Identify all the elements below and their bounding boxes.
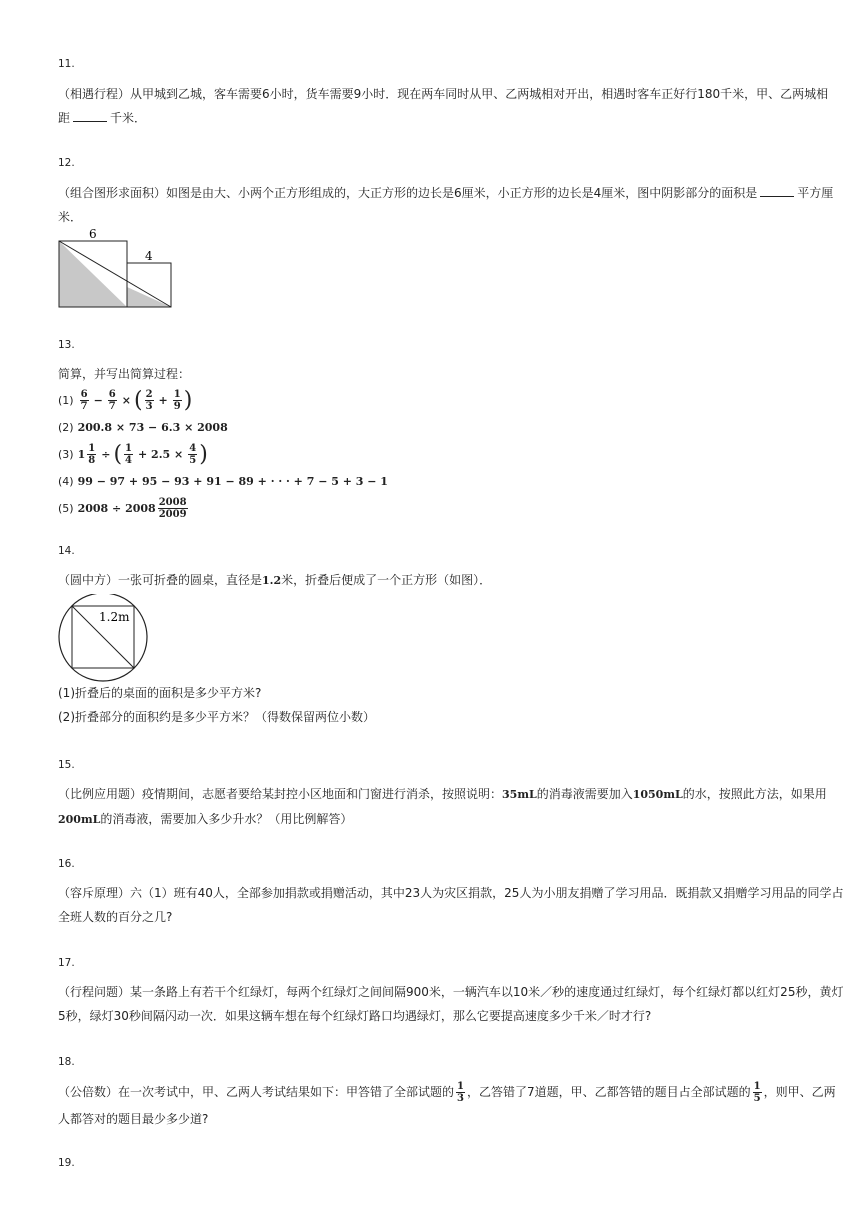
question-14 [58, 568, 818, 593]
item-label: (5) [58, 501, 74, 515]
question-18-line1 [58, 1077, 836, 1107]
squares-figure [55, 225, 180, 310]
operator: + [158, 393, 168, 407]
numerator: 2 [145, 388, 153, 400]
numerator: 1 [125, 442, 132, 454]
circle-square-figure [55, 594, 155, 684]
fraction [80, 389, 89, 412]
left-paren: ( [133, 387, 143, 413]
numerator: 1 [173, 388, 181, 400]
volume-value: 1050mL [632, 788, 683, 801]
item-label: (4) [58, 474, 74, 488]
calc-item-5 [58, 494, 818, 522]
question-18-line2: 人都答对的题目最少多少道? [58, 1112, 209, 1126]
question-15-line1 [58, 782, 827, 807]
shaded-triangle-small [127, 287, 171, 307]
question-12-text: （组合图形求面积）如图是由大、小两个正方形组成的，大正方形的边长是6厘米，小正方形的边长是4厘米，图中阴影部分的面积是 [58, 186, 758, 200]
question-number-12: 12. [58, 157, 75, 169]
numerator: 1 [753, 1081, 761, 1092]
question-12-line1 [58, 181, 834, 205]
operator: ÷ [101, 447, 111, 461]
fraction [87, 443, 96, 466]
calc-item-3 [58, 440, 818, 468]
big-side-label: 6 [89, 227, 97, 241]
fraction [145, 389, 154, 412]
question-14-text: （圆中方）一张可折叠的圆桌，直径是 [58, 573, 263, 587]
numerator: 1 [457, 1081, 464, 1092]
expression: 2008 ÷ 2008 [77, 501, 156, 515]
left-paren: ( [113, 441, 123, 467]
fraction [456, 1081, 465, 1104]
question-11 [58, 82, 829, 130]
question-11-line2 [58, 106, 818, 130]
denominator: 9 [173, 400, 181, 412]
question-15-text-end: 的水，按照此方法，如果用 [682, 787, 827, 801]
denominator: 7 [80, 400, 88, 412]
question-number-15: 15. [58, 759, 75, 771]
question-15-text-mid: 的消毒液需要加入 [536, 787, 633, 801]
question-11-unit: 千米． [110, 111, 147, 125]
fraction [188, 443, 197, 466]
question-14-sub2: (2)折叠部分的面积约是多少平方米？（得数保留两位小数） [58, 710, 376, 724]
denominator: 3 [457, 1093, 464, 1104]
question-18-text-end: ，则甲、乙两 [763, 1085, 836, 1099]
volume-value: 35mL [502, 788, 537, 801]
question-number-18: 18. [58, 1056, 75, 1068]
fraction [753, 1081, 762, 1104]
volume-value: 200mL [58, 813, 101, 826]
question-11-text: 距 [58, 111, 71, 125]
question-16-line2: 全班人数的百分之几? [58, 910, 173, 924]
question-14-subs [58, 681, 818, 729]
denominator: 7 [108, 400, 116, 412]
item-label: (2) [58, 420, 74, 434]
question-15-text-line2: 的消毒液，需要加入多少升水？（用比例解答） [100, 812, 353, 826]
diameter-value: 1.2 [262, 574, 282, 587]
denominator: 4 [125, 454, 132, 466]
question-15 [58, 782, 827, 832]
whole-number: 1 [77, 447, 86, 461]
diameter-label: 1.2m [99, 610, 130, 624]
item-label: (3) [58, 447, 74, 461]
question-15-text: （比例应用题）疫情期间，志愿者要给某封控小区地面和门窗进行消杀，按照说明： [58, 787, 503, 801]
question-14-sub1: (1)折叠后的桌面的面积是多少平方米? [58, 686, 262, 700]
fraction [124, 443, 133, 466]
denominator: 3 [145, 400, 153, 412]
fraction [158, 497, 188, 520]
question-17-line1: （行程问题）某一条路上有若干个红绿灯，每两个红绿灯之间间隔900米，一辆汽车以10米／秒的速度通过红绿灯，每个红绿灯都以红灯25秒，黄灯 [58, 985, 844, 999]
item-label: (1) [58, 393, 74, 407]
question-14-line1 [58, 568, 818, 593]
right-paren: ) [183, 387, 193, 413]
question-13-intro: 简算，并写出简算过程： [58, 367, 191, 381]
question-18-text: （公倍数）在一次考试中，甲、乙两人考试结果如下：甲答错了全部试题的 [58, 1085, 455, 1099]
question-12-line2: 米． [58, 210, 83, 224]
expression: 99 − 97 + 95 − 93 + 91 − 89 + · · · + 7 − 5 + 3 − 1 [77, 474, 388, 488]
question-15-line2 [58, 807, 818, 832]
operator: + 2.5 × [138, 447, 184, 461]
denominator: 5 [753, 1093, 761, 1104]
question-18-text-mid: ，乙答错了7道题，甲、乙都答错的题目占全部试题的 [466, 1085, 751, 1099]
expression: 200.8 × 73 − 6.3 × 2008 [77, 420, 228, 434]
answer-blank[interactable] [73, 109, 107, 122]
calc-item-2 [58, 414, 818, 440]
calc-item-4 [58, 468, 818, 494]
denominator: 5 [189, 454, 197, 466]
shaded-triangle-big [59, 241, 127, 307]
numerator: 2008 [158, 496, 187, 508]
question-18 [58, 1077, 836, 1131]
question-11-line1: （相遇行程）从甲城到乙城，客车需要6小时，货车需要9小时．现在两车同时从甲、乙两城相对开出，相遇时客车正好行180千米，甲、乙两城相 [58, 87, 829, 101]
operator: × [121, 393, 131, 407]
question-number-17: 17. [58, 957, 75, 969]
question-12 [58, 181, 834, 229]
answer-blank[interactable] [760, 184, 794, 197]
calc-item-1 [58, 386, 818, 414]
numerator: 4 [189, 442, 197, 454]
denominator: 2009 [158, 508, 187, 520]
denominator: 8 [88, 454, 96, 466]
question-number-19: 19. [58, 1157, 75, 1169]
small-side-label: 4 [145, 249, 153, 263]
right-paren: ) [199, 441, 208, 467]
operator: − [93, 393, 103, 407]
fraction [108, 389, 117, 412]
numerator: 6 [108, 388, 116, 400]
question-16-line1: （容斥原理）六（1）班有40人，全部参加捐款或捐赠活动，其中23人为灾区捐款，25人为小朋友捐赠了学习用品．既捐款又捐赠学习用品的同学占 [58, 886, 844, 900]
numerator: 6 [80, 388, 88, 400]
question-number-11: 11. [58, 58, 75, 70]
numerator: 1 [88, 442, 96, 454]
question-17-line2: 5秒，绿灯30秒间隔闪动一次．如果这辆车想在每个红绿灯路口均遇绿灯，那么它要提高速度多少千米／时才行? [58, 1009, 652, 1023]
question-17 [58, 980, 844, 1028]
question-number-14: 14. [58, 545, 75, 557]
question-14-text-end: 米，折叠后便成了一个正方形（如图）． [281, 573, 492, 587]
fraction [173, 389, 182, 412]
question-number-16: 16. [58, 858, 75, 870]
question-13 [58, 362, 818, 522]
question-12-unit: 平方厘 [797, 186, 834, 200]
question-16 [58, 881, 844, 929]
question-number-13: 13. [58, 339, 75, 351]
